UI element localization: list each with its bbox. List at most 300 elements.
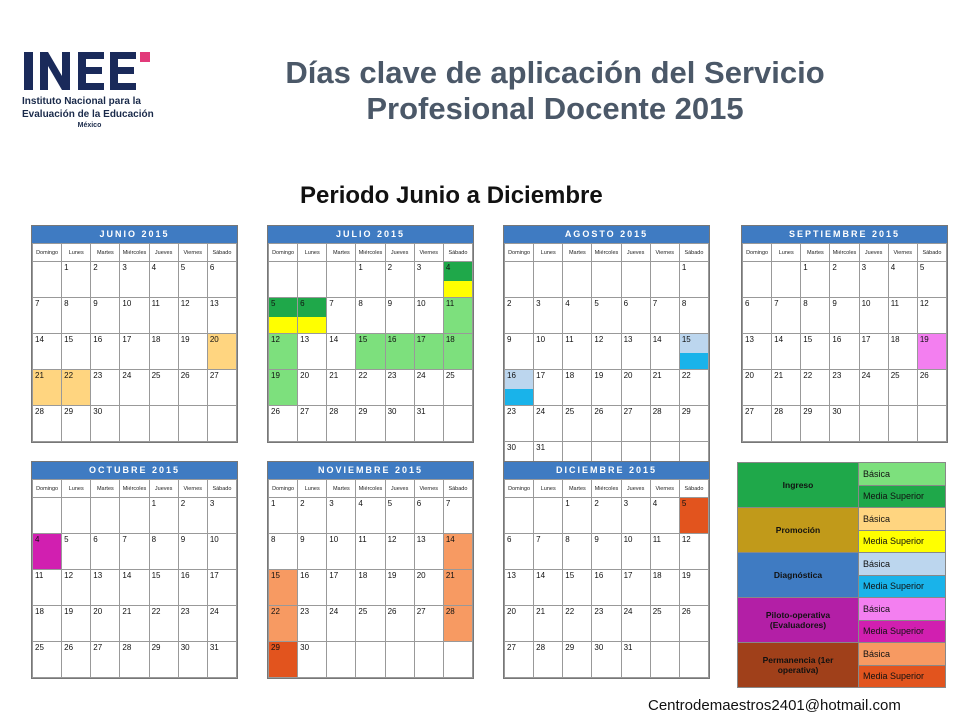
calendar-day-cell: [414, 406, 443, 442]
day-number: 21: [445, 571, 455, 580]
calendar-day-cell: [120, 498, 149, 534]
calendar-day-cell: [207, 298, 236, 334]
weekday-header: Miércoles: [120, 480, 149, 498]
calendar-day-cell: [33, 606, 62, 642]
calendar-day-cell: [563, 406, 592, 442]
day-number: 30: [180, 643, 190, 652]
calendar-day-cell: [917, 370, 946, 406]
calendar-day-cell: [772, 370, 801, 406]
day-number: 17: [329, 571, 339, 580]
legend-basica: Básica: [859, 598, 945, 620]
calendar-month-title: AGOSTO 2015: [504, 226, 709, 243]
calendar-day-cell: [91, 606, 120, 642]
calendar-day-cell: [149, 262, 178, 298]
day-number: 6: [209, 263, 215, 272]
title-line-1: Días clave de aplicación del Servicio: [285, 55, 825, 90]
day-number: 22: [151, 607, 161, 616]
calendar-day-cell: [534, 370, 563, 406]
calendar-day-cell: [505, 642, 534, 678]
legend-media-superior: Media Superior: [859, 530, 945, 553]
calendar-day-cell: [178, 406, 207, 442]
day-number: 31: [536, 443, 546, 452]
day-number: 23: [93, 371, 103, 380]
calendar-day-cell: [621, 262, 650, 298]
day-number: 9: [832, 299, 837, 308]
calendar-day-cell: [356, 534, 385, 570]
calendar-month-title: SEPTIEMBRE 2015: [742, 226, 947, 243]
calendar-day-cell: [650, 298, 679, 334]
calendar-day-cell: [801, 406, 830, 442]
calendar-day-cell: [592, 534, 621, 570]
day-number: 20: [300, 371, 310, 380]
day-number: 22: [271, 607, 280, 616]
calendar-day-cell: [679, 406, 708, 442]
day-number: 10: [861, 299, 871, 308]
weekday-header: Martes: [327, 244, 356, 262]
day-number: 27: [623, 407, 633, 416]
day-highlight-bottom: [269, 317, 297, 333]
calendar-day-cell: [178, 298, 207, 334]
calendar-day-cell: [269, 498, 298, 534]
calendar-day-cell: [207, 334, 236, 370]
day-number: 24: [861, 371, 871, 380]
calendar-day-cell: [120, 570, 149, 606]
calendar-day-cell: [830, 334, 859, 370]
calendar-day-cell: [505, 570, 534, 606]
calendar-day-cell: [859, 298, 888, 334]
day-number: 19: [180, 335, 190, 344]
calendar-day-cell: [534, 642, 563, 678]
day-number: 9: [93, 299, 98, 308]
calendar-day-cell: [62, 498, 91, 534]
calendar-day-cell: [298, 642, 327, 678]
day-number: 3: [329, 499, 334, 508]
calendar-day-cell: [269, 570, 298, 606]
calendar-day-cell: [621, 606, 650, 642]
calendar-day-cell: [743, 298, 772, 334]
calendar-day-cell: [650, 370, 679, 406]
calendar-day-cell: [207, 406, 236, 442]
calendar-day-cell: [269, 298, 298, 334]
weekday-header: Domingo: [505, 480, 534, 498]
weekday-header: Viernes: [414, 244, 443, 262]
day-number: 1: [681, 263, 687, 272]
day-number: 14: [536, 571, 546, 580]
day-number: 17: [209, 571, 219, 580]
day-number: 7: [35, 299, 40, 308]
day-number: 31: [623, 643, 633, 652]
calendar-day-cell: [327, 570, 356, 606]
weekday-header: Viernes: [650, 480, 679, 498]
calendar-day-cell: [743, 262, 772, 298]
calendar-day-cell: [679, 370, 708, 406]
calendar-day-cell: [917, 406, 946, 442]
weekday-header: Lunes: [772, 244, 801, 262]
day-number: 4: [35, 535, 40, 544]
day-number: 13: [507, 571, 516, 580]
day-number: 26: [64, 643, 74, 652]
day-number: 10: [623, 535, 633, 544]
weekday-header: Sábado: [679, 480, 708, 498]
calendar-day-cell: [298, 262, 327, 298]
day-number: 13: [623, 335, 633, 344]
calendar-day-cell: [298, 334, 327, 370]
day-number: 24: [209, 607, 219, 616]
calendar-day-cell: [917, 262, 946, 298]
day-number: 21: [774, 371, 784, 380]
day-number: 30: [507, 443, 516, 452]
calendar-day-cell: [356, 370, 385, 406]
calendar-day-cell: [91, 642, 120, 678]
legend-basica: Básica: [859, 508, 945, 530]
calendar-day-cell: [356, 406, 385, 442]
day-number: 1: [358, 263, 363, 272]
day-number: 26: [387, 607, 397, 616]
day-number: 15: [358, 335, 368, 344]
day-number: 8: [803, 299, 808, 308]
legend-media-superior: Media Superior: [859, 575, 945, 598]
calendar-day-cell: [592, 606, 621, 642]
calendar-day-cell: [563, 334, 592, 370]
weekday-header: Domingo: [33, 244, 62, 262]
calendar-day-cell: [443, 370, 472, 406]
calendar-day-cell: [621, 570, 650, 606]
calendar-day-cell: [859, 406, 888, 442]
day-number: 20: [507, 607, 516, 616]
day-number: 4: [358, 499, 363, 508]
day-number: 9: [594, 535, 599, 544]
day-number: 8: [681, 299, 687, 308]
calendar-day-cell: [327, 606, 356, 642]
weekday-header: Martes: [563, 244, 592, 262]
calendar-day-cell: [563, 498, 592, 534]
weekday-header: Viernes: [178, 480, 207, 498]
weekday-header: Lunes: [298, 244, 327, 262]
calendar-day-cell: [356, 498, 385, 534]
calendar-day-cell: [505, 370, 534, 406]
calendar-day-cell: [356, 334, 385, 370]
day-number: 15: [271, 571, 280, 580]
day-number: 15: [64, 335, 74, 344]
legend-category: Promoción: [738, 508, 859, 552]
calendar-junio: [31, 225, 238, 443]
day-number: 28: [329, 407, 339, 416]
day-number: 25: [890, 371, 900, 380]
weekday-header: Miércoles: [356, 480, 385, 498]
day-number: 5: [681, 499, 687, 508]
day-number: 28: [122, 643, 132, 652]
day-number: 28: [652, 407, 662, 416]
calendar-day-cell: [592, 334, 621, 370]
calendar-day-cell: [650, 334, 679, 370]
calendar-day-cell: [120, 606, 149, 642]
calendar-day-cell: [298, 370, 327, 406]
calendar-day-cell: [563, 370, 592, 406]
day-number: 19: [271, 371, 280, 380]
calendar-day-cell: [414, 370, 443, 406]
day-number: 24: [122, 371, 132, 380]
day-number: 11: [35, 571, 44, 580]
calendar-day-cell: [120, 642, 149, 678]
legend-media-superior: Media Superior: [859, 485, 945, 508]
legend-category: Piloto-operativa (Evaluadores): [738, 598, 859, 642]
calendar-diciembre: [503, 461, 710, 679]
legend-row: [738, 463, 945, 508]
day-number: 26: [919, 371, 929, 380]
calendar-day-cell: [356, 298, 385, 334]
calendar-day-cell: [414, 298, 443, 334]
calendar-day-cell: [149, 334, 178, 370]
day-number: 29: [803, 407, 813, 416]
calendar-day-cell: [505, 262, 534, 298]
day-number: 2: [93, 263, 98, 272]
day-number: 25: [35, 643, 44, 652]
day-number: 1: [64, 263, 69, 272]
day-number: 24: [536, 407, 546, 416]
calendar-day-cell: [33, 570, 62, 606]
calendar-day-cell: [679, 570, 708, 606]
day-highlight-bottom: [298, 317, 326, 333]
calendar-day-cell: [443, 262, 472, 298]
calendar-day-cell: [650, 406, 679, 442]
weekday-header: Martes: [801, 244, 830, 262]
calendar-day-cell: [534, 606, 563, 642]
day-number: 25: [652, 607, 662, 616]
calendar-day-cell: [772, 298, 801, 334]
calendar-day-cell: [149, 606, 178, 642]
day-number: 13: [93, 571, 103, 580]
day-number: 15: [803, 335, 813, 344]
calendar-day-cell: [207, 534, 236, 570]
day-number: 23: [507, 407, 516, 416]
legend-category: Permanencia (1er operativa): [738, 643, 859, 687]
weekday-header: Martes: [91, 480, 120, 498]
weekday-header: Viernes: [888, 244, 917, 262]
weekday-header: Viernes: [650, 244, 679, 262]
calendar-day-cell: [178, 534, 207, 570]
day-number: 15: [681, 335, 691, 344]
day-number: 16: [594, 571, 604, 580]
day-number: 14: [774, 335, 784, 344]
day-number: 29: [565, 643, 575, 652]
calendar-day-cell: [33, 334, 62, 370]
calendar-day-cell: [62, 334, 91, 370]
calendar-day-cell: [178, 262, 207, 298]
calendar-day-cell: [772, 334, 801, 370]
weekday-header: Sábado: [207, 244, 236, 262]
calendar-day-cell: [621, 406, 650, 442]
day-number: 2: [300, 499, 305, 508]
weekday-header: Miércoles: [120, 244, 149, 262]
calendar-day-cell: [33, 370, 62, 406]
weekday-header: Sábado: [207, 480, 236, 498]
legend-row: [738, 598, 945, 643]
calendar-day-cell: [33, 498, 62, 534]
weekday-header: Viernes: [178, 244, 207, 262]
day-number: 17: [623, 571, 633, 580]
day-number: 3: [536, 299, 541, 308]
legend-basica: Básica: [859, 553, 945, 575]
calendar-day-cell: [505, 298, 534, 334]
calendar-day-cell: [534, 498, 563, 534]
calendar-day-cell: [563, 298, 592, 334]
day-number: 2: [832, 263, 837, 272]
calendar-day-cell: [443, 498, 472, 534]
calendar-day-cell: [385, 262, 414, 298]
day-number: 3: [861, 263, 867, 272]
day-number: 18: [890, 335, 900, 344]
day-number: 28: [774, 407, 784, 416]
legend-media-superior: Media Superior: [859, 665, 945, 688]
calendar-day-cell: [534, 334, 563, 370]
calendar-day-cell: [327, 406, 356, 442]
calendar-day-cell: [207, 570, 236, 606]
day-number: 22: [64, 371, 74, 380]
day-number: 7: [122, 535, 127, 544]
inee-logo-mark: [22, 48, 157, 94]
day-number: 27: [93, 643, 103, 652]
calendar-day-cell: [563, 642, 592, 678]
calendar-day-cell: [414, 498, 443, 534]
calendar-day-cell: [91, 262, 120, 298]
day-number: 28: [536, 643, 546, 652]
calendar-day-cell: [830, 370, 859, 406]
calendar-month-title: JULIO 2015: [268, 226, 473, 243]
page-title: [200, 55, 910, 127]
day-number: 21: [536, 607, 546, 616]
calendar-day-cell: [33, 298, 62, 334]
day-number: 18: [151, 335, 161, 344]
calendar-day-cell: [888, 406, 917, 442]
weekday-header: Martes: [327, 480, 356, 498]
calendar-day-cell: [801, 370, 830, 406]
calendar-day-cell: [269, 370, 298, 406]
calendar-day-cell: [385, 498, 414, 534]
calendar-day-cell: [801, 298, 830, 334]
weekday-header: Martes: [563, 480, 592, 498]
day-number: 6: [507, 535, 512, 544]
day-number: 22: [803, 371, 813, 380]
calendar-day-cell: [385, 334, 414, 370]
day-number: 14: [329, 335, 339, 344]
legend-row: [738, 553, 945, 598]
calendar-agosto: [503, 225, 710, 479]
day-number: 10: [209, 535, 219, 544]
day-number: 30: [832, 407, 842, 416]
calendar-day-cell: [414, 570, 443, 606]
weekday-header: Jueves: [149, 244, 178, 262]
weekday-header: Sábado: [917, 244, 946, 262]
calendar-day-cell: [534, 406, 563, 442]
day-number: 31: [416, 407, 426, 416]
day-number: 21: [652, 371, 662, 380]
calendar-day-cell: [356, 606, 385, 642]
day-number: 2: [180, 499, 186, 508]
day-number: 31: [209, 643, 219, 652]
calendar-day-cell: [91, 298, 120, 334]
day-number: 18: [358, 571, 368, 580]
day-number: 4: [652, 499, 658, 508]
day-number: 7: [445, 499, 451, 508]
calendar-septiembre: [741, 225, 948, 443]
calendar-day-cell: [650, 606, 679, 642]
day-number: 20: [416, 571, 426, 580]
day-number: 11: [565, 335, 574, 344]
day-number: 23: [832, 371, 842, 380]
weekday-header: Domingo: [33, 480, 62, 498]
day-number: 20: [623, 371, 633, 380]
calendar-day-cell: [269, 606, 298, 642]
calendar-day-cell: [801, 334, 830, 370]
calendar-day-cell: [592, 642, 621, 678]
weekday-header: Lunes: [62, 480, 91, 498]
calendar-day-cell: [91, 406, 120, 442]
calendar-day-cell: [888, 370, 917, 406]
calendar-day-cell: [298, 406, 327, 442]
calendar-day-cell: [356, 642, 385, 678]
calendar-day-cell: [443, 534, 472, 570]
logo-country: México: [77, 122, 102, 129]
calendar-day-cell: [592, 262, 621, 298]
day-number: 25: [565, 407, 575, 416]
calendar-day-cell: [650, 642, 679, 678]
day-number: 6: [300, 299, 305, 308]
calendar-month-title: OCTUBRE 2015: [32, 462, 237, 479]
weekday-header: Martes: [91, 244, 120, 262]
day-number: 29: [64, 407, 74, 416]
legend-row: [738, 643, 945, 687]
weekday-header: Lunes: [534, 244, 563, 262]
calendar-day-cell: [621, 298, 650, 334]
day-number: 11: [151, 299, 160, 308]
calendar-day-cell: [178, 606, 207, 642]
day-number: 23: [387, 371, 397, 380]
day-number: 26: [271, 407, 280, 416]
calendar-day-cell: [772, 406, 801, 442]
day-number: 2: [507, 299, 512, 308]
day-number: 4: [445, 263, 451, 272]
calendar-day-cell: [650, 498, 679, 534]
calendar-day-cell: [830, 298, 859, 334]
calendar-day-cell: [385, 642, 414, 678]
calendar-day-cell: [650, 262, 679, 298]
calendar-day-cell: [207, 642, 236, 678]
calendar-day-cell: [505, 606, 534, 642]
contact-email: Centrodemaestros2401@hotmail.com: [648, 697, 901, 714]
day-number: 23: [300, 607, 310, 616]
calendar-day-cell: [621, 370, 650, 406]
day-number: 7: [329, 299, 334, 308]
calendar-day-cell: [743, 370, 772, 406]
calendar-day-cell: [414, 606, 443, 642]
day-number: 12: [64, 571, 74, 580]
day-number: 5: [387, 499, 393, 508]
day-number: 27: [416, 607, 426, 616]
calendar-day-cell: [679, 262, 708, 298]
calendar-julio: [267, 225, 474, 443]
title-line-2: Profesional Docente 2015: [366, 91, 744, 126]
calendar-day-cell: [443, 406, 472, 442]
calendar-day-cell: [33, 642, 62, 678]
day-number: 26: [180, 371, 190, 380]
calendar-day-cell: [443, 642, 472, 678]
day-number: 16: [300, 571, 310, 580]
day-number: 8: [565, 535, 570, 544]
day-number: 19: [681, 571, 691, 580]
weekday-header: Jueves: [385, 244, 414, 262]
inee-logo: [22, 48, 162, 143]
calendar-day-cell: [91, 498, 120, 534]
